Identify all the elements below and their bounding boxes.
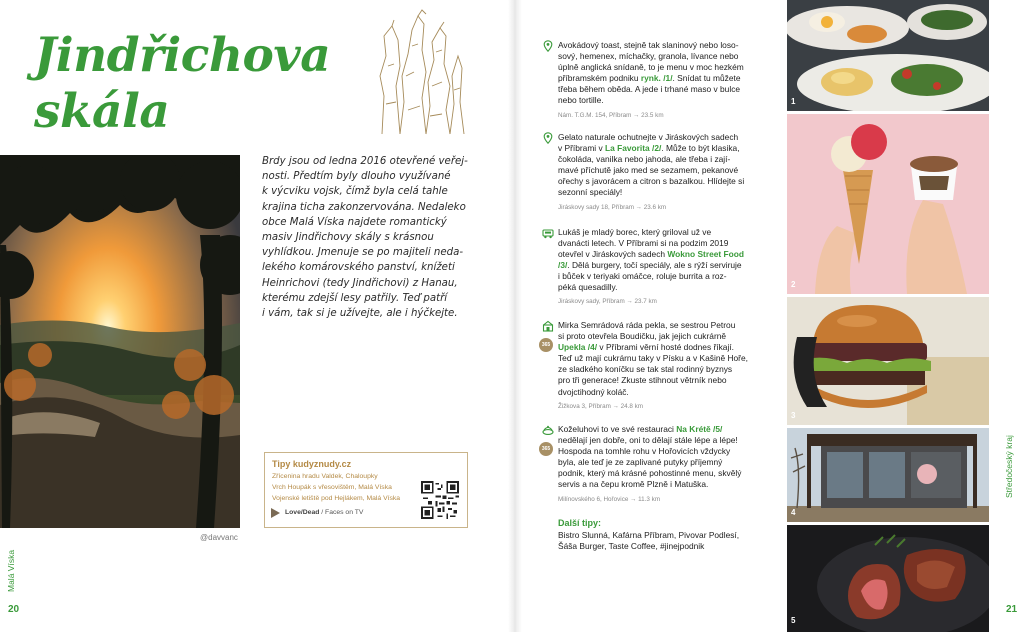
- entry-line: třeba během oběda. A jede i trhané maso v bulce: [558, 84, 741, 95]
- photo-number: 4: [791, 508, 796, 517]
- place-entry-wokno: [542, 227, 778, 311]
- page-number-left: 20: [8, 604, 20, 615]
- qr-code-icon[interactable]: [421, 481, 459, 519]
- year-round-badge: 365: [539, 338, 553, 352]
- intro-line: Brdy jsou od ledna 2016 otevřené veřej-: [262, 156, 468, 167]
- steak-photo: [787, 525, 989, 632]
- place-entry-upekla: [542, 320, 778, 416]
- entry-line: si proto otevřela Boudičku, jak jejich cukrárně: [558, 331, 727, 342]
- entry-line: byla, ale teď je ze zaplivané putyky příjemný: [558, 457, 723, 468]
- entry-line: pro tři generace! Zkuste stihnout větrník nebo: [558, 375, 727, 386]
- tip-item: Vrch Houpák s vřesovištěm, Malá Víska: [272, 484, 392, 491]
- entry-line: nedělají jen dobře, oni to dělají stále lépe a lépe!: [558, 435, 738, 446]
- year-round-badge: 365: [539, 442, 553, 456]
- tips-title: Tipy kudyznudy.cz: [272, 459, 352, 469]
- video-title: Love/Dead: [285, 509, 320, 516]
- entry-line: Avokádový toast, stejně tak slaninový nebo loso-: [558, 40, 739, 50]
- entry-text: [558, 40, 780, 107]
- entry-line-part: . Může to být klasika,: [661, 143, 740, 154]
- place-number: /3/: [558, 260, 568, 271]
- place-entry-rynk: [542, 40, 778, 122]
- title-line-2: skála: [34, 84, 170, 139]
- tips-box: [264, 452, 468, 528]
- entry-line: péká quesadilly.: [558, 282, 618, 293]
- more-tips-line: Bistro Slunná, Kafárna Příbram, Pivovar Podlesí,: [558, 530, 740, 540]
- video-link[interactable]: [285, 509, 363, 516]
- intro-line: kterému zdejší lesy patřily. Teď patří: [262, 292, 448, 304]
- entry-line: [558, 424, 780, 435]
- intro-line: k výcviku vojsk, čímž byla celá tahle: [262, 186, 448, 198]
- cake-shop-icon: [542, 320, 554, 332]
- forest-sunset-photo: [0, 155, 240, 528]
- entry-address: Nám. T.G.M. 154, Příbram → 23.5 km: [558, 112, 664, 119]
- page-gutter: [508, 0, 522, 632]
- entry-line: i bůček v teriyaki omáčce, roluje burrita a roz-: [558, 271, 727, 282]
- entry-line: [558, 73, 780, 84]
- more-tips-title: Další tipy:: [558, 518, 602, 528]
- entry-line: nebo tortille.: [558, 95, 604, 106]
- entry-line: čokoláda, vanilka nebo jahoda, ale třeba i zají-: [558, 154, 731, 165]
- breakfast-photo: [787, 0, 989, 111]
- entry-address: Žižkova 3, Příbram → 24.8 km: [558, 403, 644, 410]
- burger-photo: [787, 297, 989, 425]
- entry-line-part: v Příbrami v: [558, 143, 605, 154]
- photo-number: 1: [791, 97, 796, 106]
- intro-line: krajina ticha zakonzervována. Nedaleko: [262, 201, 466, 213]
- entry-line: [558, 143, 780, 154]
- intro-line: Heinrichovi (tedy Jindřichovi) z Hanau,: [262, 277, 458, 289]
- entry-text: [558, 320, 780, 398]
- intro-line: obce Malá Víska najdete romantický: [262, 216, 447, 228]
- entry-line-part: otevřel v Jiráskových sadech: [558, 249, 668, 260]
- ice-cream-photo: [787, 114, 989, 294]
- intro-line: masiv Jindřichovy skály s krásnou: [262, 232, 434, 244]
- location-pin-icon: [542, 132, 554, 144]
- place-entry-la-favorita: [542, 132, 778, 216]
- place-name-link[interactable]: Upekla /4/: [558, 342, 598, 353]
- restaurant-icon: [542, 424, 554, 436]
- entry-text: [558, 227, 780, 294]
- entry-line-part: příbramském podniku: [558, 73, 641, 84]
- photo-number: 3: [791, 411, 796, 420]
- place-name-link[interactable]: Wokno Street Food: [667, 249, 745, 260]
- food-truck-icon: [542, 227, 554, 239]
- tip-item: Zřícenina hradu Valdek, Chaloupky: [272, 473, 378, 480]
- entry-address: Jiráskovy sady 18, Příbram → 23.6 km: [558, 204, 667, 211]
- title-line-1: Jindřichova: [34, 28, 331, 83]
- entry-line: mavé příchutě jako med se sezamem, pekanové: [558, 165, 739, 176]
- entry-line: ořechy s javorácem a citron s bazalkou. Hlídejte si: [558, 176, 745, 187]
- entry-line-part: . Dělá burgery, točí speciály, ale s rýží serviruje: [567, 260, 742, 271]
- place-entry-na-krete: [542, 424, 778, 510]
- entry-line: Gelato naturale ochutnejte v Jiráskových sadech: [558, 132, 739, 142]
- entry-line: ze sladkého koníčku se tak stal rodinný byznys: [558, 364, 733, 375]
- entry-line: Hospoda na tomhle rohu v Hořovicích vždycky: [558, 446, 731, 457]
- entry-line: Mirka Semrádová ráda pekla, se sestrou Petrou: [558, 320, 736, 330]
- entry-line-part: Koželuhovi to ve své restauraci: [558, 424, 677, 434]
- photo-number: 2: [791, 280, 796, 289]
- entry-line: dvanácti letech. V Příbrami si na podzim 2019: [558, 238, 729, 249]
- place-name-link[interactable]: La Favorita /2/: [605, 143, 662, 154]
- location-pin-icon: [542, 40, 554, 52]
- video-channel: / Faces on TV: [319, 509, 364, 516]
- entry-text: [558, 132, 780, 199]
- entry-line: Lukáš je mladý borec, který griloval už ve: [558, 227, 712, 237]
- entry-line-part: v Příbrami věrní hosté dodnes říkají.: [597, 342, 734, 353]
- entry-line: [558, 260, 780, 271]
- entry-line: [558, 249, 780, 260]
- entry-line: sezonní speciály!: [558, 187, 623, 198]
- more-tips-line: Šáša Burger, Taste Coffee, #jinejpodnik: [558, 541, 705, 551]
- photo-credit: @davvanc: [200, 533, 238, 542]
- intro-line: i vám, tak si je užívejte, ale i hýčkejte.: [262, 308, 458, 320]
- page-title: [34, 28, 354, 140]
- side-label-left: Malá Víska: [6, 549, 16, 592]
- entry-line: úplně anglická snídaně, to je menu v moc hezkém: [558, 62, 744, 73]
- entry-line: servis a na čepu kromě Plzně i Matuška.: [558, 479, 709, 490]
- place-name-link[interactable]: rynk. /1/: [640, 73, 673, 84]
- entry-address: Jiráskovy sady, Příbram → 23.7 km: [558, 298, 657, 305]
- side-label-right: Středočeský kraj: [1004, 435, 1014, 498]
- play-icon[interactable]: [271, 508, 280, 518]
- page-number-right: 21: [1006, 604, 1018, 615]
- entry-line: dvojctihodný koláč.: [558, 386, 629, 397]
- photo-number: 5: [791, 616, 796, 625]
- entry-line: [558, 342, 780, 353]
- rock-sketch-illustration: [372, 6, 468, 136]
- more-tips-text: [558, 530, 768, 552]
- intro-line: lekého komárovského panství, knížeti: [262, 262, 455, 274]
- intro-line: vyhlídkou. Jmenuje se po majiteli neda-: [262, 247, 464, 259]
- entry-text: [558, 424, 780, 491]
- entry-line: Teď už mají cukrárnu taky v Písku a v Kašině Hoře,: [558, 353, 748, 364]
- intro-paragraph: [262, 154, 470, 321]
- tip-item: Vojenské letiště pod Hejlákem, Malá Víska: [272, 495, 401, 502]
- restaurant-building-photo: [787, 428, 989, 522]
- entry-line-part: . Snídat tu můžete: [672, 73, 741, 84]
- entry-address: Milínovského 6, Hořovice → 11.3 km: [558, 496, 661, 503]
- place-name-link[interactable]: Na Krétě /5/: [676, 424, 723, 434]
- intro-line: nosti. Předtím byly dlouho využívané: [262, 171, 451, 183]
- entry-line: podnik, který má krásné pohostinné menu, skvělý: [558, 468, 742, 479]
- entry-line: sový, hemenex, míchačky, granola, lívance nebo: [558, 51, 739, 62]
